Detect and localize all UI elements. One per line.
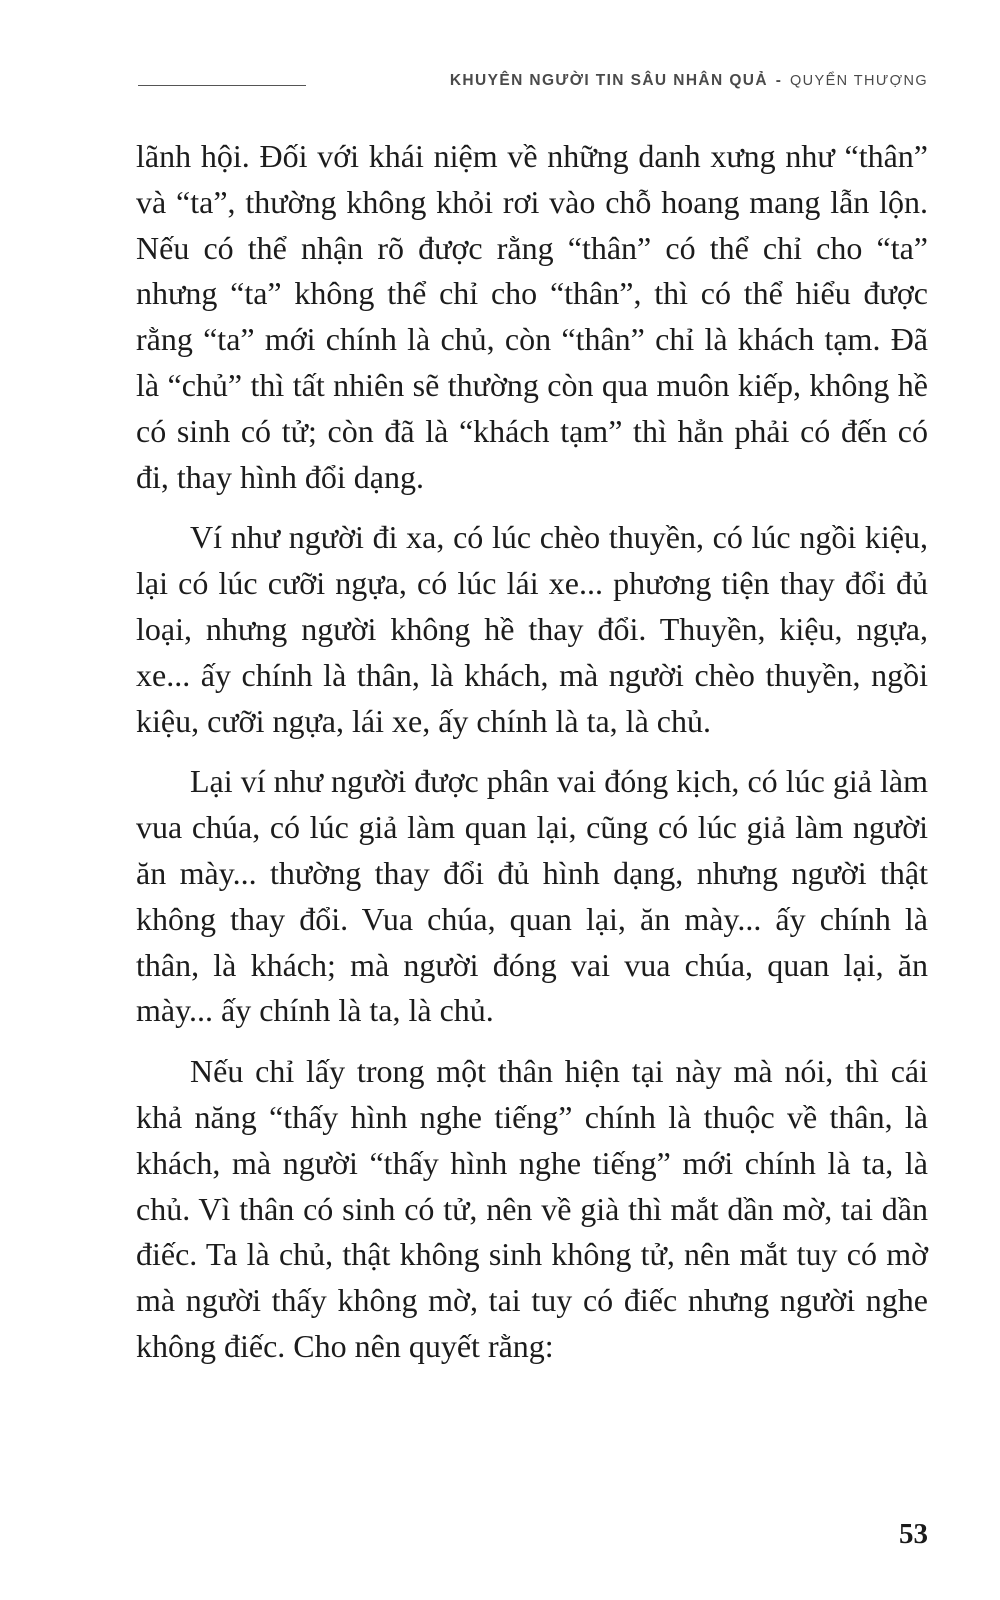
- paragraph-travel-analogy: Ví như người đi xa, có lúc chèo thuyền, có lúc ngồi kiệu, lại có lúc cưỡi ngựa, có lúc lái xe... phương tiện thay đổi đủ loại, nhưng người không hề thay đổi. Thuyền, kiệu, ngựa, xe... ấy chính là thân, là khách, mà người chèo thuyền, ngồi kiệu, cưỡi ngựa, lái xe, ấy chính là ta, là chủ.: [136, 519, 928, 739]
- body-text: [136, 134, 928, 1385]
- paragraph-seeing-hearing: Nếu chỉ lấy trong một thân hiện tại này mà nói, thì cái khả năng “thấy hình nghe tiếng” chính là thuộc về thân, là khách, mà người “thấy hình nghe tiếng” mới chính là ta, là chủ. Vì thân có sinh có tử, nên về già thì mắt dần mờ, tai dần điếc. Ta là chủ, thật không sinh không tử, nên mắt tuy có mờ mà người thấy không mờ, tai tuy có điếc nhưng người nghe không điếc. Cho nên quyết rằng:: [136, 1053, 928, 1364]
- header-rule: [138, 85, 306, 86]
- volume-title: QUYỂN THƯỢNG: [789, 73, 928, 89]
- paragraph-continued: lãnh hội. Đối với khái niệm về những danh xưng như “thân” và “ta”, thường không khỏi rơi vào chỗ hoang mang lẫn lộn. Nếu có thể nhận rõ được rằng “thân” có thể chỉ cho “ta” nhưng “ta” không thể chỉ cho “thân”, thì có thể hiểu được rằng “ta” mới chính là chủ, còn “thân” chỉ là khách tạm. Đã là “chủ” thì tất nhiên sẽ thường còn qua muôn kiếp, không hề có sinh có tử; còn đã là “khách tạm” thì hẳn phải có đến có đi, thay hình đổi dạng.: [136, 138, 928, 495]
- paragraph-actor-analogy: Lại ví như người được phân vai đóng kịch, có lúc giả làm vua chúa, có lúc giả làm quan lại, cũng có lúc giả làm người ăn mày... thường thay đổi đủ hình dạng, nhưng người thật không thay đổi. Vua chúa, quan lại, ăn mày... ấy chính là thân, là khách; mà người đóng vai vua chúa, quan lại, ăn mày... ấy chính là ta, là chủ.: [136, 763, 928, 1029]
- header-separator: -: [775, 72, 783, 89]
- running-header: [138, 60, 928, 90]
- book-title: KHUYÊN NGƯỜI TIN SÂU NHÂN QUẢ: [449, 72, 768, 89]
- header-text: [450, 72, 928, 90]
- page-number: 53: [899, 1518, 928, 1550]
